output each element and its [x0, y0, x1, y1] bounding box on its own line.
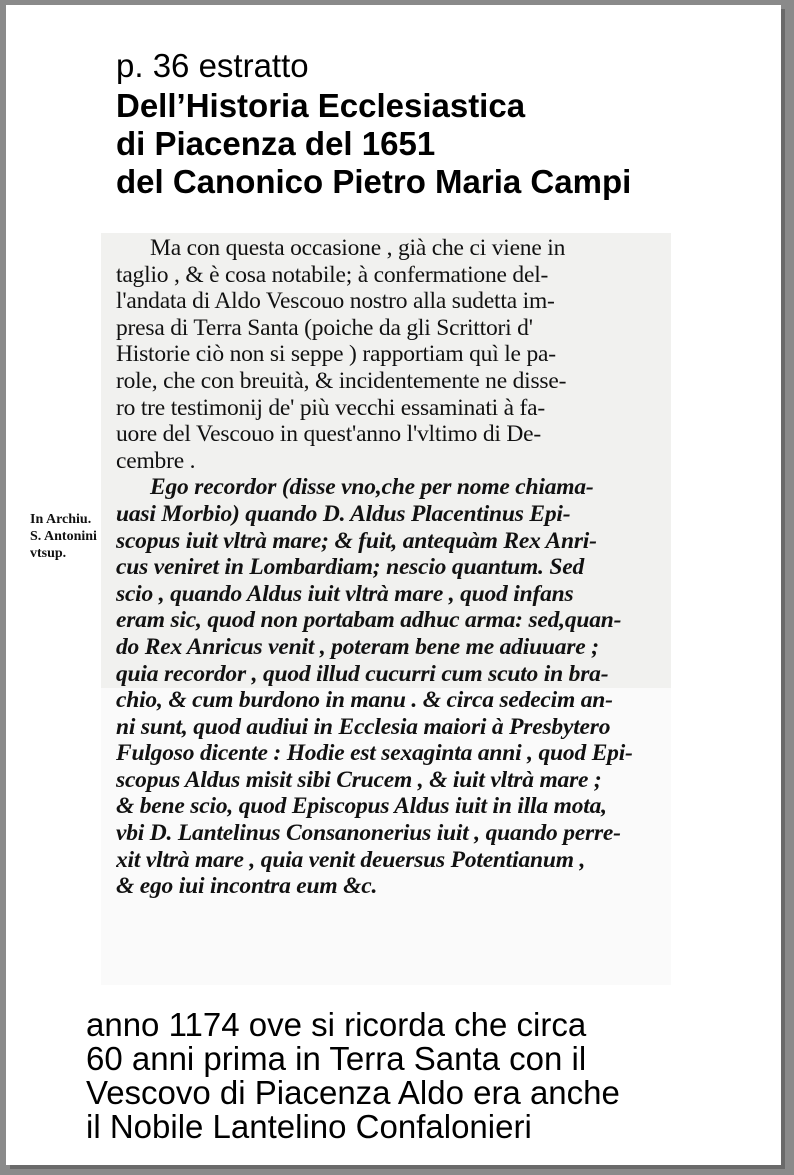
marginal-note-line: S. Antonini: [30, 529, 97, 544]
title-line: di Piacenza del 1651: [116, 125, 436, 162]
latin-line: Ego recordor (disse vno,che per nome chiama-: [150, 474, 594, 501]
header: [116, 47, 631, 201]
title-line: Dell’Historia Ecclesiastica: [116, 87, 526, 124]
text-line: Ma con questa occasione , già che ci viene in: [150, 235, 566, 261]
latin-line: xit vltrà mare , quia venit deuersus Potentianum ,: [116, 846, 586, 873]
text-line: ro tre testimonij de' più vecchi essaminati à fa-: [116, 394, 546, 421]
latin-line: eram sic, quod non portabam adhuc arma: sed,quan-: [116, 607, 622, 634]
text-line: Historie ciò non si seppe ) rapportiam quì le pa-: [116, 341, 556, 368]
document-page: [6, 5, 781, 1165]
text-line: role, che con breuità, & incidentemente ne disse-: [116, 367, 567, 394]
text-line: cembre .: [116, 447, 196, 474]
latin-line: vbi D. Lantelinus Consanonerius iuit , quando perre-: [116, 820, 621, 847]
text-line: taglio , & è cosa notabile; à confermatione del-: [116, 261, 549, 288]
text-line: l'andata di Aldo Vescouo nostro alla sudetta im-: [116, 288, 555, 315]
marginal-note-line: vtsup.: [30, 546, 67, 561]
latin-line: Fulgoso dicente : Hodie est sexaginta anni , quod Epi-: [116, 740, 633, 767]
caption-line: anno 1174 ove si ricorda che circa: [86, 1006, 587, 1043]
latin-line: & ego iui incontra eum &c.: [116, 873, 378, 900]
caption-line: Vescovo di Piacenza Aldo era anche: [86, 1074, 620, 1111]
latin-line: ni sunt, quod audiui in Ecclesia maiori à Presbytero: [116, 713, 611, 740]
latin-line: scio , quando Aldus iuit vltrà mare , quod infans: [116, 580, 574, 607]
marginal-note: [30, 511, 97, 562]
latin-line: quia recordor , quod illud cucurri cum scuto in bra-: [116, 660, 609, 687]
latin-line: uasi Morbio) quando D. Aldus Placentinus Epi-: [116, 500, 571, 527]
historical-text: [116, 235, 671, 900]
caption-line: il Nobile Lantelino Confalonieri: [86, 1108, 532, 1145]
footer-caption: [86, 1008, 620, 1144]
page-subtitle: p. 36 estratto: [116, 47, 309, 84]
latin-line: scopus iuit vltrà mare; & fuit, antequàm Rex Anri-: [116, 527, 597, 554]
text-line: presa di Terra Santa (poiche da gli Scrittori d': [116, 314, 533, 341]
latin-line: scopus Aldus misit sibi Crucem , & iuit vltrà mare ;: [116, 766, 602, 793]
latin-line: do Rex Anricus venit , poteram bene me adiuuare ;: [116, 633, 599, 660]
title-line: del Canonico Pietro Maria Campi: [116, 163, 632, 200]
latin-line: & bene scio, quod Episcopus Aldus iuit in illa mota,: [116, 793, 607, 820]
caption-line: 60 anni prima in Terra Santa con il: [86, 1040, 587, 1077]
marginal-note-line: In Archiu.: [30, 512, 92, 527]
latin-line: chio, & cum burdono in manu . & circa sedecim an-: [116, 687, 613, 714]
latin-line: cus veniret in Lombardiam; nescio quantum. Sed: [116, 554, 585, 581]
text-line: uore del Vescouo in quest'anno l'vltimo di De-: [116, 421, 542, 448]
